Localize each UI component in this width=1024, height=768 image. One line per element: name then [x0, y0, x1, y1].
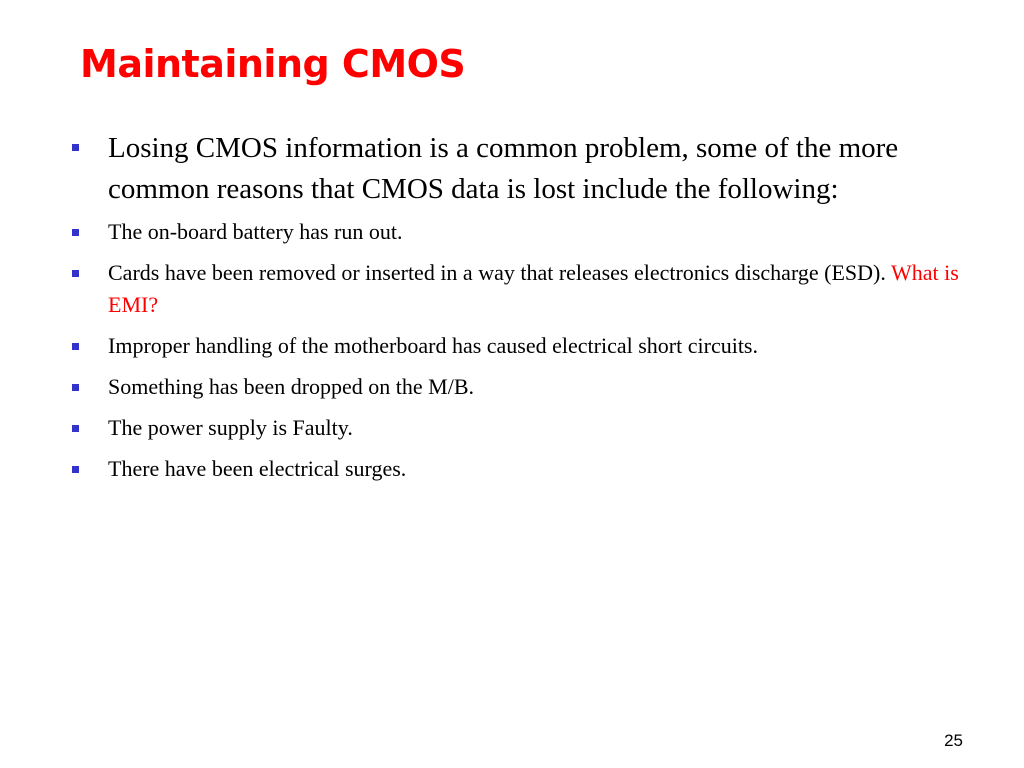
- bullet-battery: [70, 216, 970, 248]
- bullet-surges: [70, 453, 970, 485]
- bullet-list: [70, 128, 970, 494]
- square-bullet-icon: [72, 425, 79, 432]
- slide-title: Maintaining CMOS: [80, 42, 466, 86]
- bullet-handling-text: Improper handling of the motherboard has caused electrical short circuits.: [108, 333, 758, 358]
- bullet-power-text: The power supply is Faulty.: [108, 415, 353, 440]
- bullet-power: [70, 412, 970, 444]
- bullet-battery-text: The on-board battery has run out.: [108, 219, 403, 244]
- square-bullet-icon: [72, 466, 79, 473]
- page-number: 25: [944, 731, 963, 750]
- bullet-handling: [70, 330, 970, 362]
- bullet-intro-text: Losing CMOS information is a common problem, some of the more common reasons that CMOS data is lost include the following:: [108, 132, 899, 205]
- bullet-dropped-text: Something has been dropped on the M/B.: [108, 374, 475, 399]
- square-bullet-icon: [72, 270, 79, 277]
- square-bullet-icon: [72, 144, 79, 151]
- bullet-intro: [70, 128, 970, 210]
- square-bullet-icon: [72, 384, 79, 391]
- bullet-cards-text: Cards have been removed or inserted in a way that releases electronics discharge (ESD).: [108, 260, 891, 285]
- bullet-surges-text: There have been electrical surges.: [108, 456, 407, 481]
- emi-link[interactable]: What is EMI?: [108, 260, 959, 317]
- square-bullet-icon: [72, 229, 79, 236]
- bullet-cards: [70, 257, 970, 321]
- square-bullet-icon: [72, 343, 79, 350]
- bullet-dropped: [70, 371, 970, 403]
